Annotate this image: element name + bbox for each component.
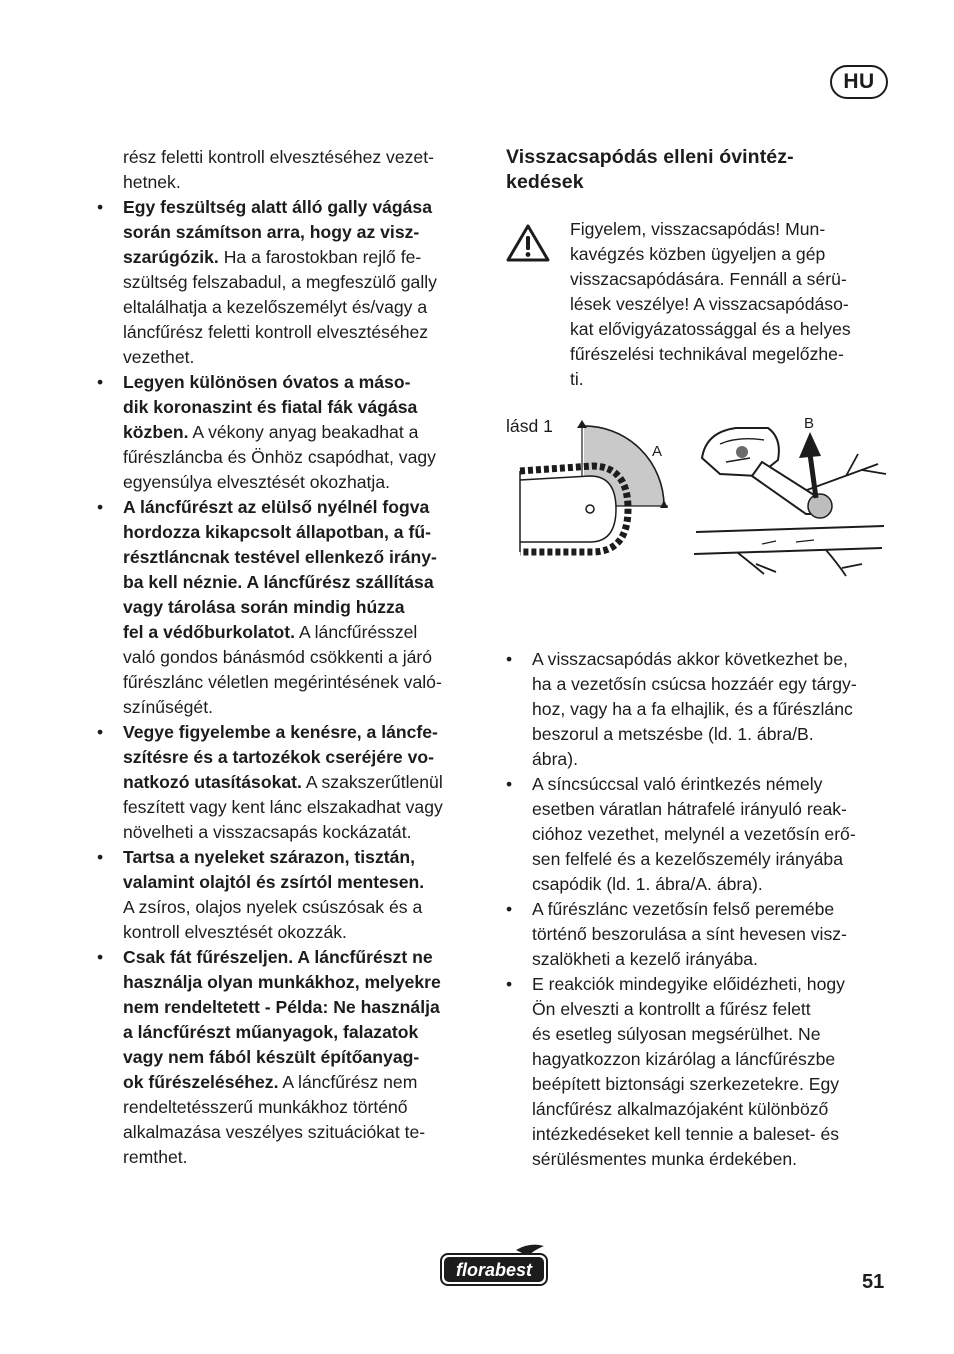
page-number: 51 <box>862 1271 885 1293</box>
bullet-dot: • <box>97 847 104 867</box>
figure-label-a: A <box>652 443 663 460</box>
kickback-bullets <box>506 647 894 1172</box>
safety-bullet-handles: • Tartsa a nyeleket szárazon, tisztán, valamint olajtól és zsírtól mentesen. A zsíros, olajos nyelek csúszósak és a kontroll elvesztését okozzák. <box>97 847 425 942</box>
right-column <box>506 145 894 1172</box>
language-badge: HU <box>830 65 888 99</box>
safety-bullet-crown: • Legyen különösen óvatos a máso- dik koronaszint és fiatal fák vágása közben. A vékony anyag beakadhat a fűrészláncba és Önhöz csapódhat, vagy egyensúlya elvesztését okozhatja. <box>97 372 436 492</box>
bullet-dot: • <box>97 947 104 967</box>
figure-reference: lásd 1 <box>506 416 553 436</box>
left-column <box>95 145 485 1170</box>
safety-bullet-lubrication: • Vegye figyelembe a kenésre, a láncfe- szítésre és a tartozékok cseréjére vo- natkozó utasításokat. A szakszerűtlenül feszített vagy kent lánc elszakadhat vagy növelheti a visszacsapás kockázatát. <box>97 722 443 842</box>
kickback-warning <box>506 217 894 392</box>
figure-b-pinch <box>694 415 886 576</box>
continued-paragraph: rész feletti kontroll elvesztéséhez vezet- hetnek. <box>123 147 434 192</box>
kickback-bullet-tip-contact: • A síncsúccsal való érintkezés némely esetben váratlan hátrafelé irányuló reak- cióhoz vezethet, melynél a vezetősín erő- sen felfelé és a kezelőszemély irányába csapódik (ld. 1. ábra/A. ábra). <box>506 774 856 894</box>
bullet-dot: • <box>506 774 513 794</box>
section-heading: Visszacsapódás elleni óvintéz- kedések <box>506 146 794 193</box>
bullet-dot: • <box>97 197 104 217</box>
kickback-illustration <box>506 414 894 609</box>
kickback-figure <box>506 414 894 609</box>
figure-label-b: B <box>804 415 815 432</box>
bullet-dot: • <box>506 899 513 919</box>
bullet-dot: • <box>97 722 104 742</box>
safety-bullet-wood-only: • Csak fát fűrészeljen. A láncfűrészt ne használja olyan munkákhoz, melyekre nem rendeltetett - Példa: Ne használja a láncfűrészt műanyagok, falazatok vagy nem fából készült építőanyag- ok fűrészeléséhez. A láncfűrész nem rendeltetésszerű munkákhoz történő alkalmazása veszélyes szituációkat te- remthet. <box>97 947 441 1167</box>
warning-text: Figyelem, visszacsapódás! Mun- kavégzés közben ügyeljen a gép visszacsapódására. Fennáll a sérü- lések veszélye! A visszacsapódáso- kat elővigyázatossággal és a helyes fűrészelési technikával megelőzhe- ti. <box>570 219 851 389</box>
bullet-dot: • <box>97 372 104 392</box>
kickback-bullet-measures: • E reakciók mindegyike előidézheti, hogy Ön elveszti a kontrollt a fűrész felett és esetleg súlyosan megsérülhet. Ne hagyatkozzon kizárólag a láncfűrészbe beépített biztonsági szerkezetekre. Egy láncfűrész alkalmazójaként különböző intézkedéseket kell tennie a baleset- és sérülésmentes munka érdekében. <box>506 974 845 1169</box>
warning-triangle-icon <box>506 223 550 263</box>
safety-bullet-branch: • Egy feszültség alatt álló gally vágása során számítson arra, hogy az visz- szarúgózik. Ha a farostokban rejlő fe- szültség felszabadul, a megfeszülő gally eltalálhatja a kezelőszemélyt és/vagy a láncfűrész feletti kontroll elvesztéséhez vezethet. <box>97 197 437 367</box>
bullet-dot: • <box>506 974 513 994</box>
bullet-dot: • <box>97 497 104 517</box>
kickback-bullet-occurrence: • A visszacsapódás akkor következhet be, ha a vezetősín csúcsa hozzáér egy tárgy- hoz, vagy ha a fa elhajlik, és a fűrészlánc beszorul a metszésbe (ld. 1. ábra/B. ábra). <box>506 649 857 769</box>
kickback-bullet-pinch: • A fűrészlánc vezetősín felső peremébe történő beszorulása a sínt hevesen visz- szalökheti a kezelő irányába. <box>506 899 847 969</box>
florabest-logo <box>438 1242 550 1288</box>
logo-wordmark: florabest <box>455 1260 533 1280</box>
safety-bullet-carry: • A láncfűrészt az elülső nyélnél fogva hordozza kikapcsolt állapotban, a fű- résztláncnak testével ellenkező irány- ba kell néznie. A láncfűrész szállítása vagy tárolása során mindig húzza fel a védőburkolatot. A láncfűrésszel való gondos bánásmód csökkenti a járó fűrészlánc véletlen megérintésének való- színűségét. <box>97 497 442 717</box>
figure-a-bar-nose <box>520 420 668 552</box>
bullet-dot: • <box>506 649 513 669</box>
